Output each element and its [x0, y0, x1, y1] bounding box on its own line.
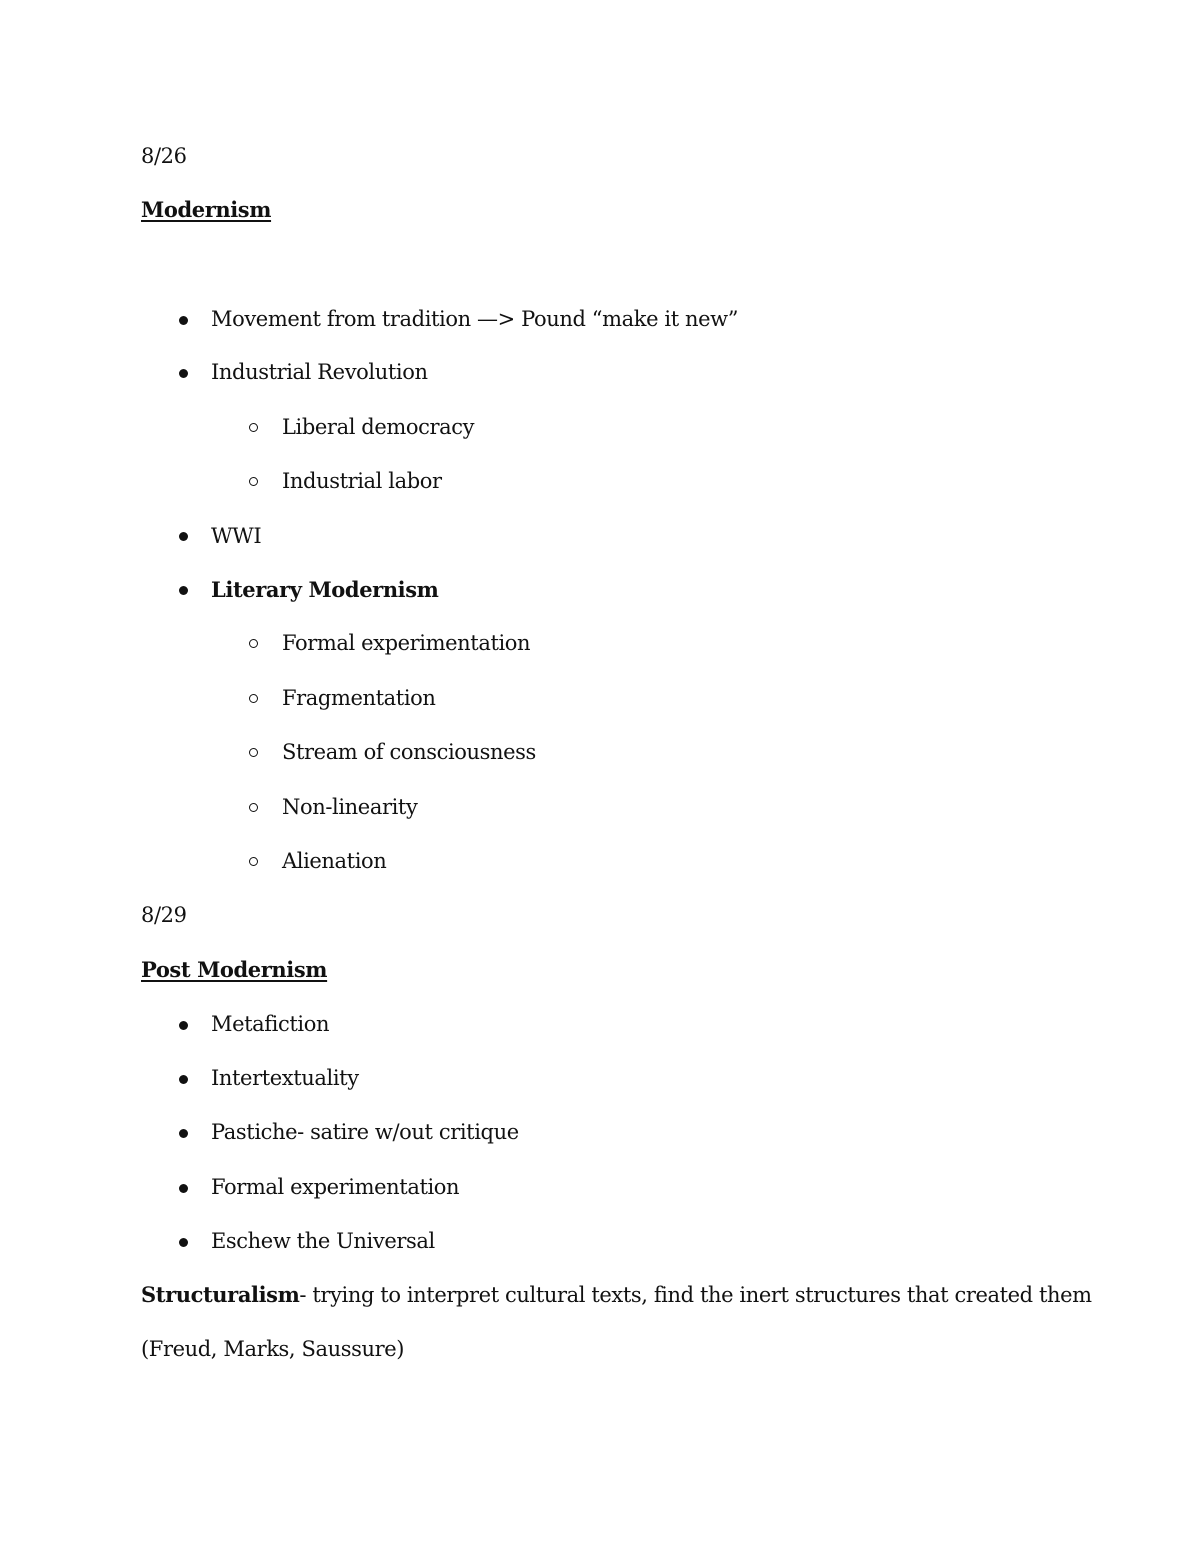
- section-heading-modernism: Modernism: [141, 197, 272, 222]
- bullet-circle-icon: [249, 477, 258, 486]
- section-heading-post-modernism: Post Modernism: [141, 957, 328, 982]
- bullet-dot-icon: [179, 316, 188, 325]
- list-item: Literary Modernism: [211, 577, 439, 602]
- date-label: 8/29: [141, 903, 187, 927]
- sub-list-item: Fragmentation: [282, 686, 436, 710]
- sub-list-item: Alienation: [282, 849, 387, 873]
- list-item: Metafiction: [211, 1012, 330, 1036]
- bullet-dot-icon: [179, 1184, 188, 1193]
- bullet-circle-icon: [249, 857, 258, 866]
- structuralism-definition: - trying to interpret cultural texts, find the inert structures that created them: [299, 1283, 1092, 1307]
- structuralism-names: (Freud, Marks, Saussure): [141, 1337, 405, 1361]
- date-label: 8/26: [141, 144, 187, 168]
- bullet-dot-icon: [179, 532, 188, 541]
- list-item: Industrial Revolution: [211, 360, 428, 384]
- sub-list-item: Liberal democracy: [282, 415, 475, 439]
- bullet-circle-icon: [249, 803, 258, 812]
- bullet-circle-icon: [249, 423, 258, 432]
- list-item: Movement from tradition —> Pound “make it new”: [211, 307, 739, 331]
- bullet-dot-icon: [179, 1021, 188, 1030]
- bullet-dot-icon: [179, 1129, 188, 1138]
- bullet-circle-icon: [249, 694, 258, 703]
- sub-list-item: Industrial labor: [282, 469, 442, 493]
- bullet-circle-icon: [249, 748, 258, 757]
- bullet-dot-icon: [179, 1238, 188, 1247]
- list-item: Formal experimentation: [211, 1175, 460, 1199]
- list-item: Intertextuality: [211, 1066, 359, 1090]
- list-item: WWI: [211, 524, 262, 548]
- sub-list-item: Formal experimentation: [282, 631, 531, 655]
- list-item: Pastiche- satire w/out critique: [211, 1120, 519, 1144]
- sub-list-item: Stream of consciousness: [282, 740, 536, 764]
- bullet-dot-icon: [179, 586, 188, 595]
- bullet-dot-icon: [179, 1075, 188, 1084]
- structuralism-term: Structuralism: [141, 1282, 300, 1307]
- list-item: Eschew the Universal: [211, 1229, 435, 1253]
- bullet-dot-icon: [179, 369, 188, 378]
- bullet-circle-icon: [249, 639, 258, 648]
- structuralism-paragraph: [141, 1283, 1092, 1307]
- sub-list-item: Non-linearity: [282, 795, 418, 819]
